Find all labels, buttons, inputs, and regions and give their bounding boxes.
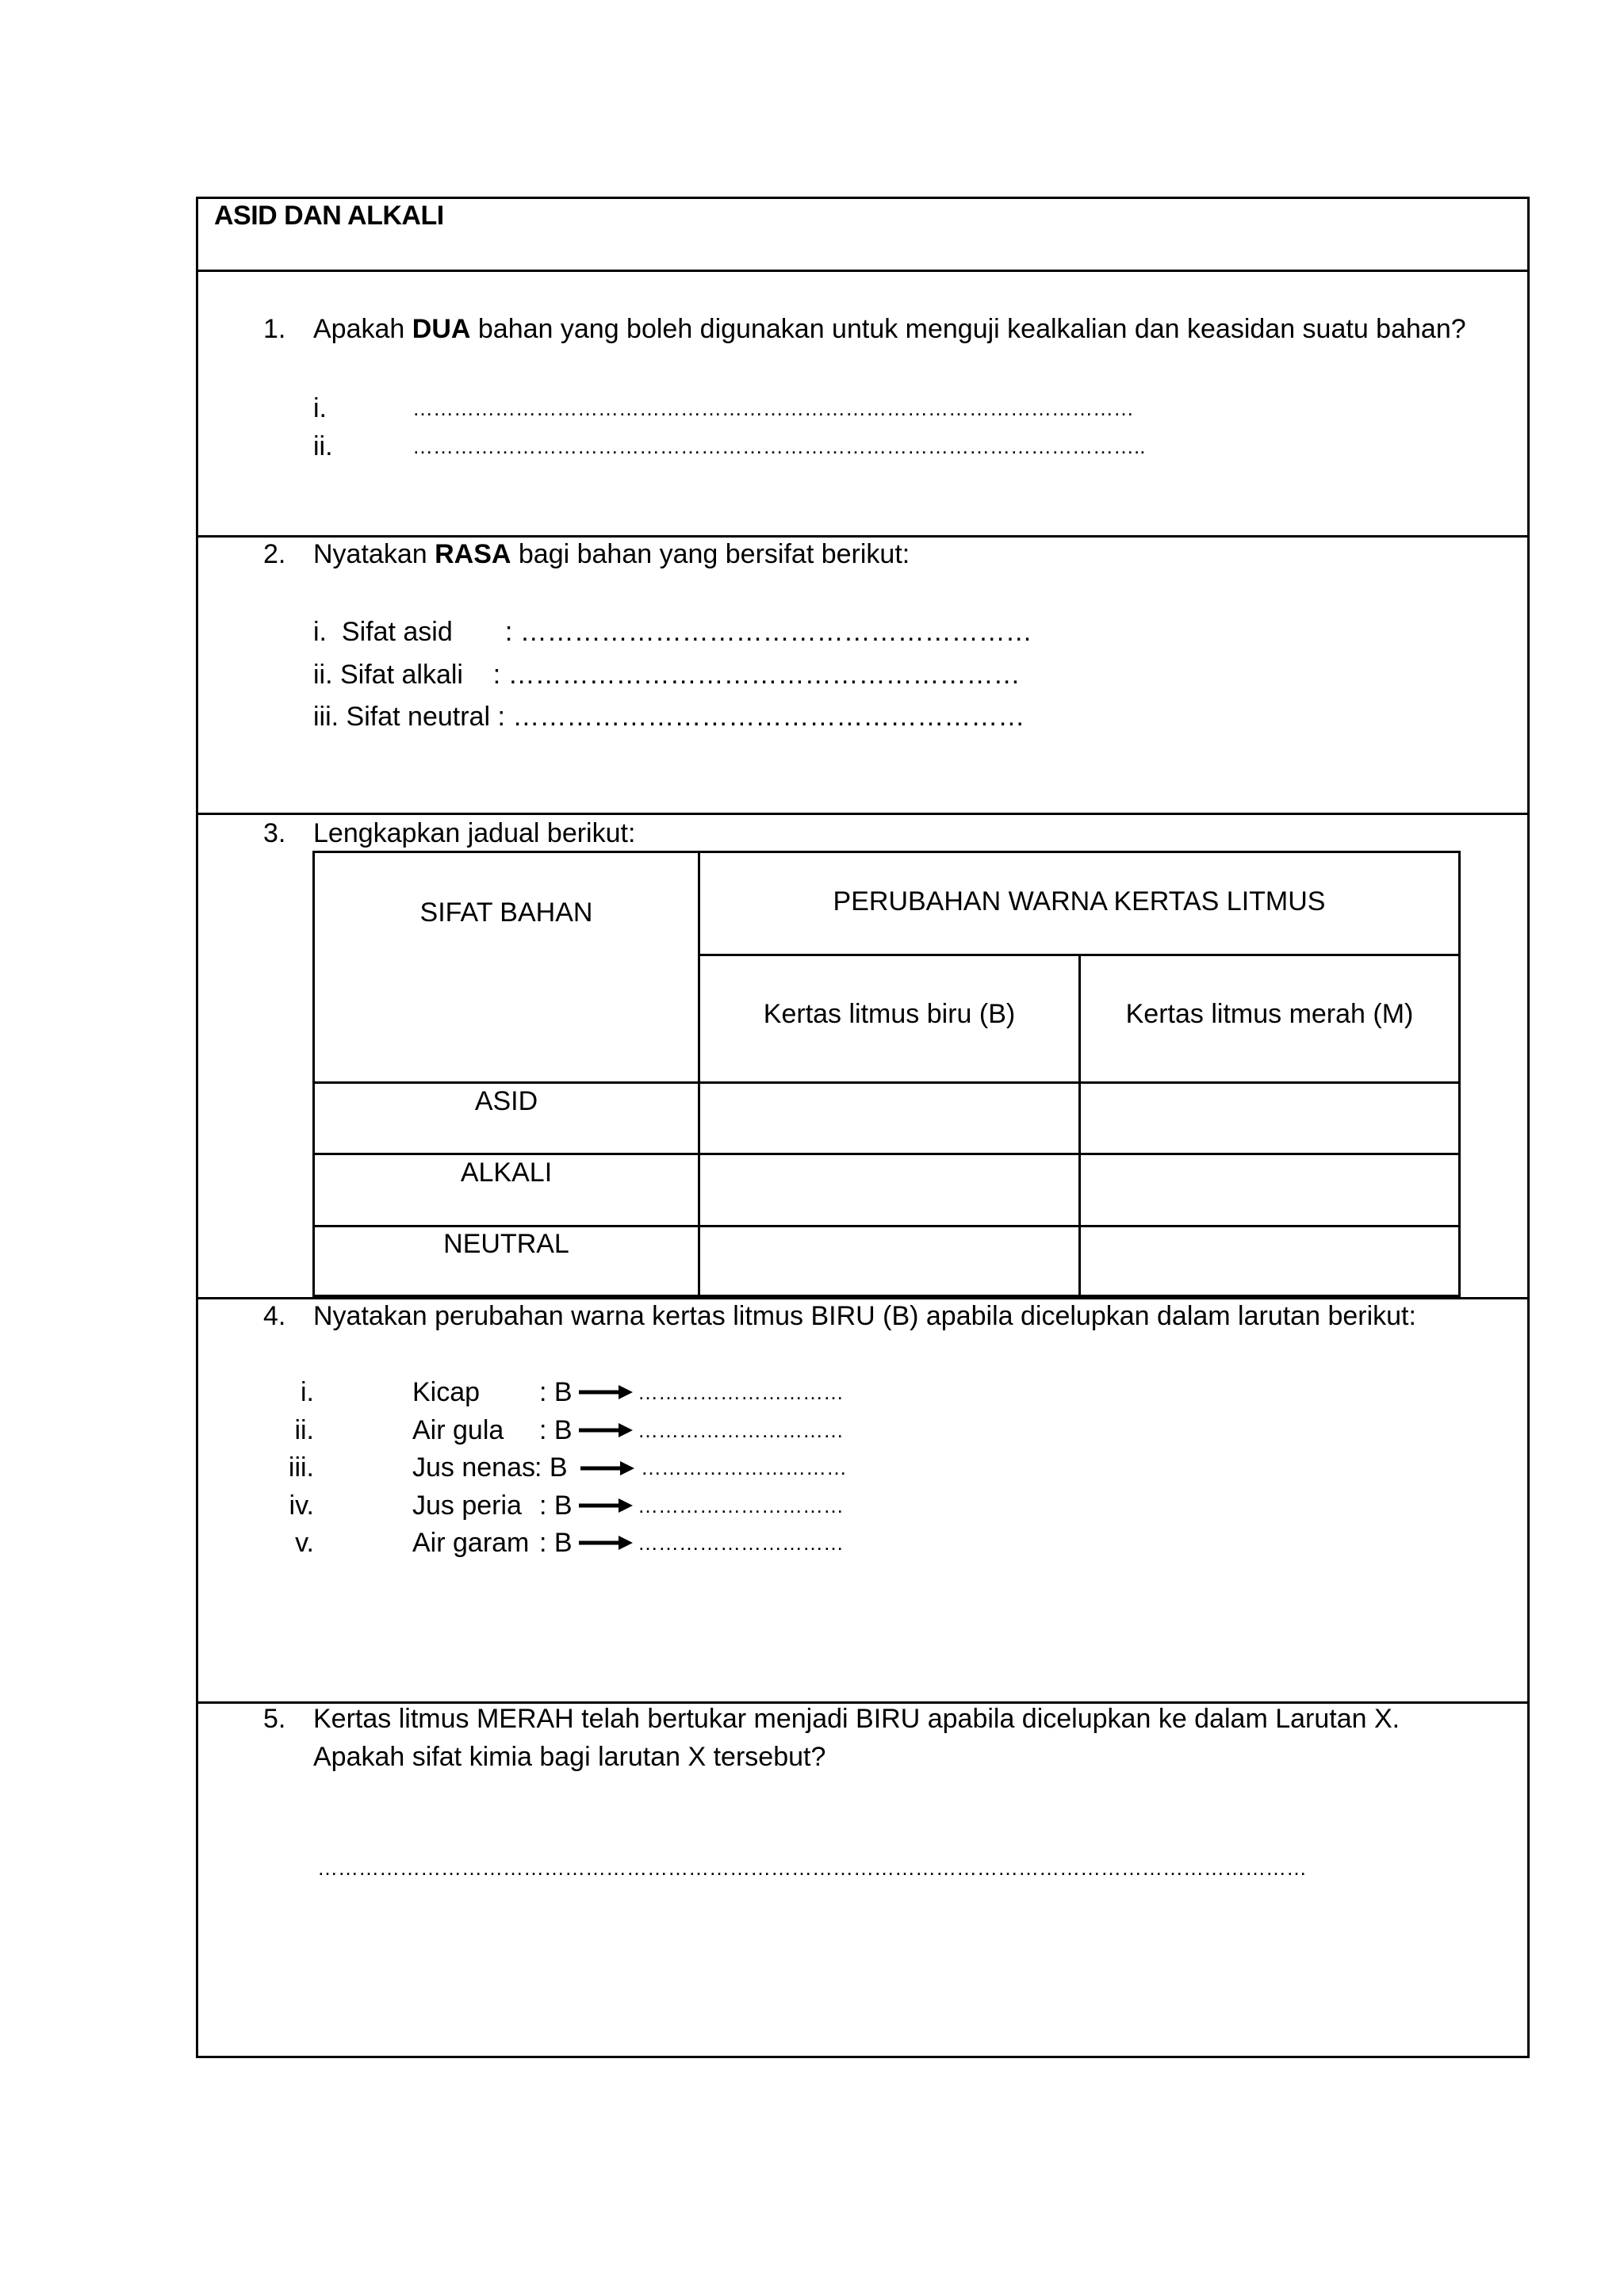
question-text: Lengkapkan jadual berikut: <box>313 818 636 848</box>
taste-item-acid[interactable]: i. Sifat asid : ………………………………………………… <box>313 617 1032 647</box>
answer-blank[interactable]: ………………………… <box>638 1494 844 1517</box>
answer-blank[interactable]: ………………………… <box>641 1456 847 1479</box>
section-divider <box>196 1297 1530 1299</box>
table-subheader-red: Kertas litmus merah (M) <box>1125 999 1414 1029</box>
answer-label: ii. <box>313 431 333 461</box>
question-number: 4. <box>263 1301 286 1331</box>
item-label: v. <box>295 1528 314 1558</box>
table-row-label-alkali: ALKALI <box>460 1158 553 1188</box>
taste-item-neutral[interactable]: iii. Sifat neutral : ………………………………………………… <box>313 702 1025 732</box>
table-answer-cell[interactable] <box>1081 1084 1458 1153</box>
question-number: 3. <box>263 818 286 848</box>
answer-blank[interactable]: …………………………………………………………………………………………….. <box>412 434 1146 458</box>
frame-left-border <box>196 197 198 2058</box>
colour-prefix: : B <box>539 1415 573 1445</box>
answer-label: i. <box>313 393 327 423</box>
solution-name: Jus nenas <box>412 1452 535 1483</box>
solution-name: Air gula <box>412 1415 504 1445</box>
question-emphasis: DUA <box>412 314 471 344</box>
frame-bottom-border <box>196 2056 1530 2058</box>
table-answer-cell[interactable] <box>1081 1227 1458 1295</box>
arrow-right-icon <box>577 1534 634 1552</box>
section-divider <box>196 270 1530 272</box>
table-header-sifat-bahan: SIFAT BAHAN <box>419 897 593 928</box>
question-text-start: Nyatakan <box>313 539 435 569</box>
table-subheader-blue: Kertas litmus biru (B) <box>763 999 1016 1029</box>
colour-prefix: : B <box>539 1490 573 1521</box>
solution-name: Kicap <box>412 1377 481 1407</box>
frame-right-border <box>1527 197 1530 2058</box>
table-border <box>312 851 1461 853</box>
answer-blank[interactable]: ……………………………………………………………………………………………………………………………… <box>317 1856 1307 1880</box>
question-text-start: Apakah <box>313 314 412 344</box>
arrow-right-icon <box>577 1383 634 1401</box>
question-text-line-2: Apakah sifat kimia bagi larutan X tersebut? <box>313 1742 826 1772</box>
question-text <box>313 313 1466 345</box>
taste-item-alkali[interactable]: ii. Sifat alkali : ………………………………………………… <box>313 660 1021 690</box>
colour-prefix: : B <box>534 1452 568 1483</box>
solution-name: Jus peria <box>412 1490 522 1521</box>
answer-blank[interactable]: ………………………… <box>638 1418 844 1442</box>
arrow-right-icon <box>577 1497 634 1514</box>
question-text <box>313 538 910 570</box>
question-text-end: bahan yang boleh digunakan untuk menguji kealkalian dan keasidan suatu bahan? <box>470 314 1466 344</box>
section-divider <box>196 535 1530 538</box>
item-label: i. <box>301 1377 314 1407</box>
table-border <box>312 1295 1461 1297</box>
table-answer-cell[interactable] <box>700 1227 1078 1295</box>
question-number: 1. <box>263 314 286 344</box>
arrow-right-icon <box>579 1460 636 1477</box>
table-border <box>1458 851 1461 1297</box>
colour-prefix: : B <box>539 1377 573 1407</box>
table-row-label-neutral: NEUTRAL <box>443 1229 569 1259</box>
page-title: ASID DAN ALKALI <box>214 201 444 231</box>
question-text-end: bagi bahan yang bersifat berikut: <box>511 539 910 569</box>
arrow-right-icon <box>577 1422 634 1439</box>
question-text: Kertas litmus MERAH telah bertukar menjadi BIRU apabila dicelupkan ke dalam Larutan X. <box>313 1704 1400 1734</box>
frame-top-border <box>196 197 1530 199</box>
item-label: iv. <box>289 1490 314 1521</box>
table-row-divider <box>698 954 1461 956</box>
table-answer-cell[interactable] <box>1081 1155 1458 1225</box>
table-answer-cell[interactable] <box>700 1084 1078 1153</box>
question-number: 5. <box>263 1704 286 1734</box>
answer-blank[interactable]: ………………………… <box>638 1531 844 1555</box>
solution-name: Air garam <box>412 1528 530 1558</box>
section-divider <box>196 813 1530 815</box>
item-label: iii. <box>288 1452 314 1483</box>
item-label: ii. <box>294 1415 314 1445</box>
question-emphasis: RASA <box>435 539 511 569</box>
question-number: 2. <box>263 539 286 569</box>
table-header-group: PERUBAHAN WARNA KERTAS LITMUS <box>833 886 1326 916</box>
question-text: Nyatakan perubahan warna kertas litmus BIRU (B) apabila dicelupkan dalam larutan berikut: <box>313 1301 1416 1331</box>
answer-blank[interactable]: ………………………… <box>638 1380 844 1404</box>
table-row-label-asid: ASID <box>474 1086 538 1116</box>
colour-prefix: : B <box>539 1528 573 1558</box>
table-answer-cell[interactable] <box>700 1155 1078 1225</box>
answer-blank[interactable]: …………………………………………………………………………………………… <box>412 396 1134 420</box>
